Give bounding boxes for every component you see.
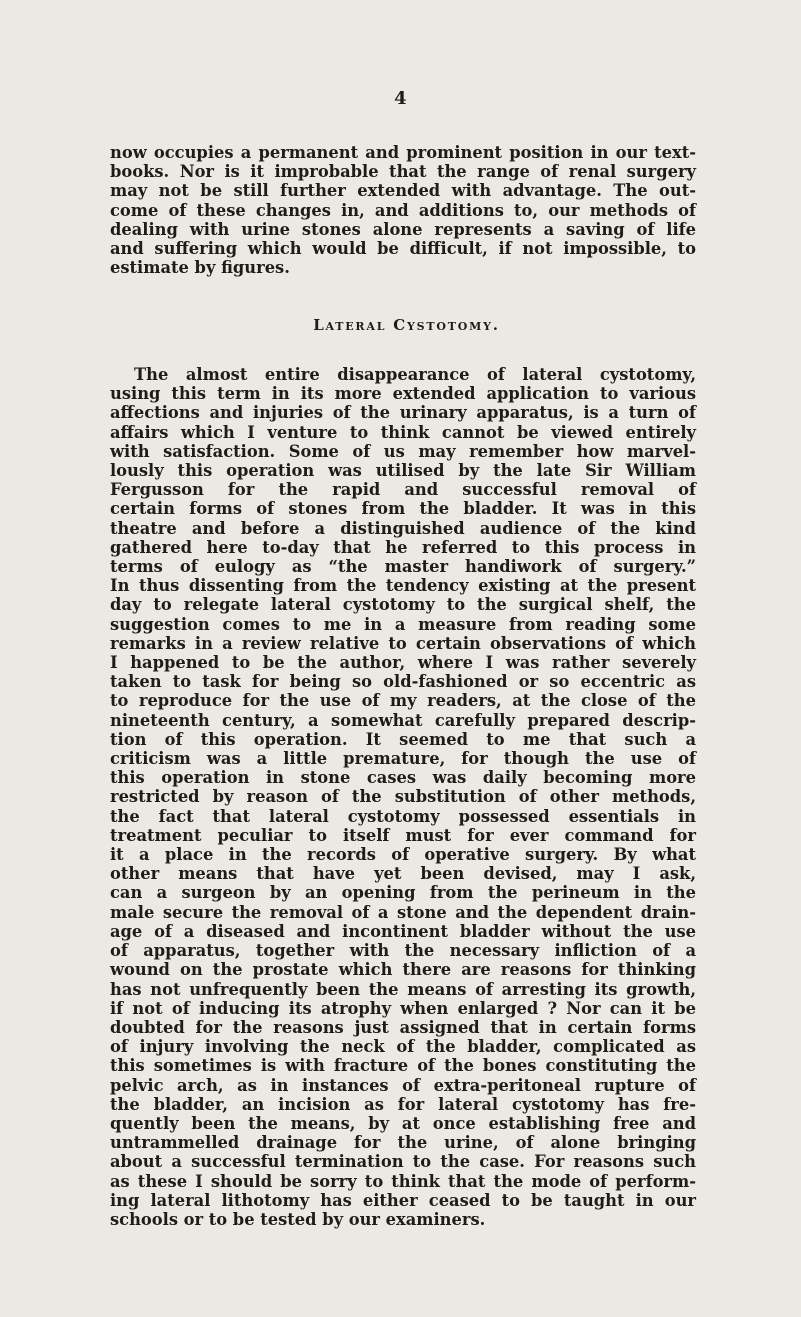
text-line: theatre and before a distinguished audience of the kind bbox=[110, 518, 696, 538]
text-line: I happened to be the author, where I was rather severely bbox=[110, 653, 696, 673]
text-line: age of a diseased and incontinent bladder without the use bbox=[110, 921, 696, 941]
text-line: this operation in stone cases was daily becoming more bbox=[110, 768, 696, 788]
text-line: of injury involving the neck of the bladder, complicated as bbox=[110, 1037, 696, 1057]
text-line: gathered here to-day that he referred to this process in bbox=[110, 537, 696, 557]
text-line: the fact that lateral cystotomy possessed essentials in bbox=[110, 806, 696, 826]
text-line: The almost entire disappearance of lateral cystotomy, bbox=[134, 365, 696, 384]
text-line: this sometimes is with fracture of the bones constituting the bbox=[110, 1056, 696, 1076]
text-line: day to relegate lateral cystotomy to the surgical shelf, the bbox=[110, 595, 696, 615]
text-line: nineteenth century, a somewhat carefully prepared descrip- bbox=[110, 710, 696, 730]
text-line: lously this operation was utilised by the late Sir William bbox=[110, 461, 696, 481]
text-line: can a surgeon by an opening from the perineum in the bbox=[110, 883, 696, 903]
text-line: remarks in a review relative to certain observations of which bbox=[110, 633, 696, 653]
text-line: estimate by figures. bbox=[110, 258, 290, 278]
text-line: the bladder, an incision as for lateral cystotomy has fre- bbox=[110, 1094, 696, 1114]
text-line: ing lateral lithotomy has either ceased to be taught in our bbox=[110, 1190, 696, 1210]
intro-paragraph bbox=[110, 143, 696, 277]
text-line: terms of eulogy as “the master handiwork of surgery.” bbox=[110, 557, 696, 577]
text-line: treatment peculiar to itself must for ever command for bbox=[110, 825, 696, 845]
text-line: of apparatus, together with the necessary infliction of a bbox=[110, 941, 696, 961]
text-line: may not be still further extended with advantage. The out- bbox=[110, 181, 696, 201]
text-line: taken to task for being so old-fashioned or so eccentric as bbox=[110, 672, 696, 692]
text-line: has not unfrequently been the means of arresting its growth, bbox=[110, 979, 696, 999]
text-line: dealing with urine stones alone represents a saving of life bbox=[110, 219, 696, 239]
text-line: come of these changes in, and additions to, our methods of bbox=[110, 200, 696, 220]
text-line: to reproduce for the use of my readers, at the close of the bbox=[110, 691, 696, 711]
text-line: suggestion comes to me in a measure from reading some bbox=[110, 614, 696, 634]
text-line: about a successful termination to the case. For reasons such bbox=[110, 1152, 696, 1172]
text-line: books. Nor is it improbable that the range of renal surgery bbox=[110, 162, 696, 182]
text-line: using this term in its more extended application to various bbox=[110, 384, 696, 404]
text-line: certain forms of stones from the bladder. It was in this bbox=[110, 499, 696, 519]
text-line: affections and injuries of the urinary apparatus, is a turn of bbox=[110, 403, 696, 423]
text-line: it a place in the records of operative surgery. By what bbox=[110, 845, 696, 865]
text-line: other means that have yet been devised, may I ask, bbox=[110, 864, 696, 884]
text-line: with satisfaction. Some of us may remember how marvel- bbox=[110, 441, 696, 461]
text-line: In thus dissenting from the tendency existing at the present bbox=[110, 576, 696, 596]
text-line: pelvic arch, as in instances of extra-peritoneal rupture of bbox=[110, 1075, 696, 1095]
text-line: restricted by reason of the substitution of other methods, bbox=[110, 787, 696, 807]
text-line: now occupies a permanent and prominent position in our text- bbox=[110, 143, 696, 162]
text-line: if not of inducing its atrophy when enlarged ? Nor can it be bbox=[110, 998, 696, 1018]
text-line: as these I should be sorry to think that the mode of perform- bbox=[110, 1171, 696, 1191]
text-line: affairs which I venture to think cannot be viewed entirely bbox=[110, 422, 696, 442]
text-line: untrammelled drainage for the urine, of alone bringing bbox=[110, 1133, 696, 1153]
page-number: 4 bbox=[394, 88, 407, 109]
main-paragraph bbox=[110, 365, 696, 1229]
text-line: criticism was a little premature, for though the use of bbox=[110, 749, 696, 769]
section-heading: Lateral Cystotomy. bbox=[313, 316, 500, 334]
text-line: tion of this operation. It seemed to me that such a bbox=[110, 729, 696, 749]
text-line: and suffering which would be difficult, if not impossible, to bbox=[110, 239, 696, 259]
text-line: schools or to be tested by our examiners. bbox=[110, 1209, 486, 1229]
text-line: Fergusson for the rapid and successful removal of bbox=[110, 480, 696, 500]
text-line: male secure the removal of a stone and the dependent drain- bbox=[110, 902, 696, 922]
text-line: quently been the means, by at once establishing free and bbox=[110, 1113, 696, 1133]
text-line: doubted for the reasons just assigned that in certain forms bbox=[110, 1017, 696, 1037]
text-line: wound on the prostate which there are reasons for thinking bbox=[110, 960, 696, 980]
